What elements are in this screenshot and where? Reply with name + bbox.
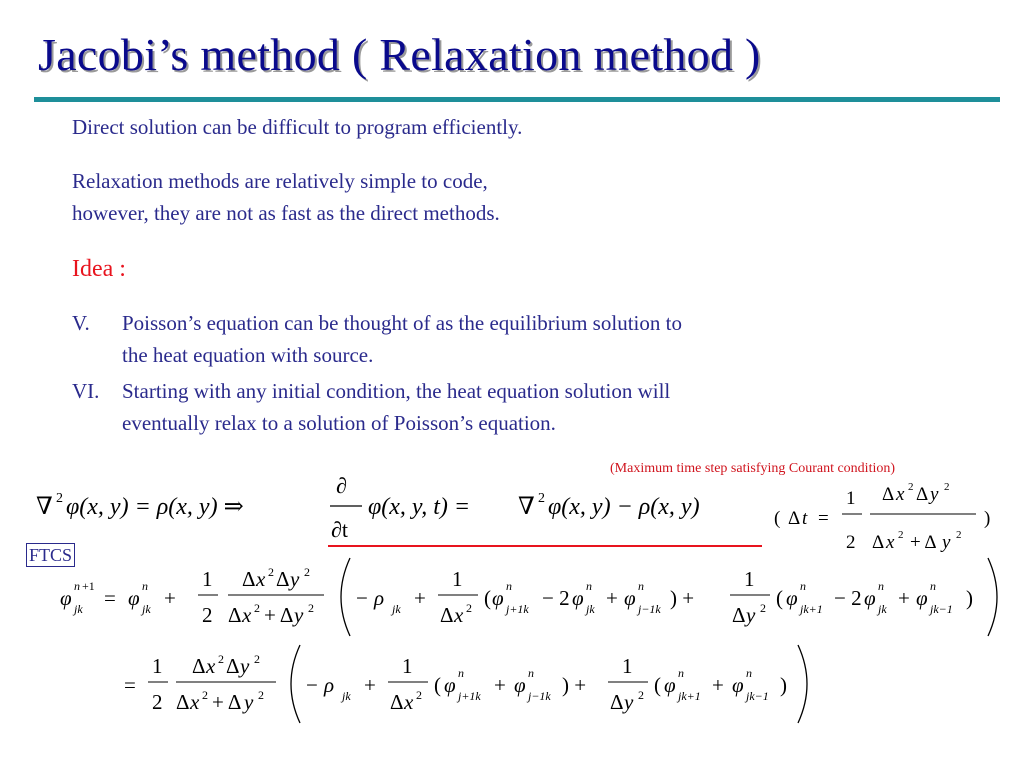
svg-text:y: y	[942, 532, 951, 553]
svg-text:2: 2	[416, 688, 422, 702]
ftcs-update-equation	[60, 558, 997, 636]
svg-text:2: 2	[268, 565, 274, 579]
list-item-line: Poisson’s equation can be thought of as the equilibrium solution to	[122, 311, 682, 335]
svg-text:+: +	[494, 673, 506, 697]
svg-text:∂: ∂	[336, 473, 347, 498]
svg-text:∇: ∇	[518, 494, 535, 520]
svg-text:1: 1	[402, 654, 413, 678]
svg-text:Δ: Δ	[440, 603, 454, 627]
svg-text:jk: jk	[342, 689, 351, 703]
svg-text:− 2: − 2	[542, 586, 570, 610]
svg-text:x: x	[896, 484, 905, 505]
svg-text:2: 2	[538, 491, 545, 506]
svg-text:2: 2	[908, 481, 914, 493]
svg-text:n: n	[506, 579, 512, 593]
svg-text:(: (	[484, 586, 491, 610]
list-item-line: Starting with any initial condition, the heat equation solution will	[122, 379, 671, 403]
list-marker: VI.	[72, 379, 100, 403]
poisson-heat-equation	[36, 473, 700, 542]
svg-text:ρ: ρ	[324, 673, 335, 697]
svg-text:n: n	[74, 579, 80, 593]
svg-text:+1: +1	[82, 579, 95, 593]
svg-text:Δ: Δ	[882, 484, 895, 505]
svg-text:Δ: Δ	[390, 690, 404, 714]
svg-text:φ: φ	[864, 586, 876, 610]
svg-text:x: x	[256, 567, 266, 591]
svg-text:n: n	[638, 579, 644, 593]
svg-text:1: 1	[152, 654, 163, 678]
svg-text:Δ: Δ	[916, 484, 929, 505]
svg-text:1: 1	[744, 567, 755, 591]
svg-text:jk: jk	[878, 602, 887, 616]
svg-text:Δ: Δ	[872, 532, 885, 553]
svg-text:x: x	[886, 532, 895, 553]
svg-text:=: =	[104, 586, 116, 610]
svg-text:Δ: Δ	[228, 603, 242, 627]
svg-text:φ(x, y, t) =: φ(x, y, t) =	[368, 494, 471, 520]
svg-text:jk−1: jk−1	[746, 689, 769, 703]
svg-text:j+1k: j+1k	[458, 689, 481, 703]
svg-text:): )	[780, 673, 787, 697]
svg-text:−: −	[356, 586, 368, 610]
slide-title: Jacobi’s method ( Relaxation method )	[38, 29, 761, 80]
svg-text:1: 1	[202, 567, 213, 591]
svg-text:Δ: Δ	[242, 567, 256, 591]
svg-text:1: 1	[452, 567, 463, 591]
svg-text:2: 2	[638, 688, 644, 702]
svg-text:x: x	[454, 603, 464, 627]
svg-text:+: +	[606, 586, 618, 610]
svg-text:φ: φ	[492, 586, 504, 610]
courant-time-step	[774, 481, 990, 553]
svg-text:2: 2	[254, 601, 260, 615]
svg-text:n: n	[878, 579, 884, 593]
svg-text:+: +	[898, 586, 910, 610]
svg-text:Δ: Δ	[732, 603, 746, 627]
svg-text:jk: jk	[392, 602, 401, 616]
svg-text:2: 2	[898, 529, 904, 541]
list-marker: V.	[72, 311, 90, 335]
svg-text:−: −	[306, 673, 318, 697]
list-item-line: eventually relax to a solution of Poisson’s equation.	[122, 411, 556, 435]
svg-text:Δ: Δ	[610, 690, 624, 714]
svg-text:+ Δ: + Δ	[212, 690, 242, 714]
svg-text:jk: jk	[74, 602, 83, 616]
svg-text:y: y	[746, 603, 756, 627]
list-item-line: the heat equation with source.	[122, 343, 374, 367]
svg-text:t: t	[802, 508, 808, 529]
svg-text:+: +	[164, 586, 176, 610]
svg-text:y: y	[930, 484, 939, 505]
svg-text:x: x	[206, 654, 216, 678]
svg-text:) +: ) +	[562, 673, 587, 697]
svg-text:+: +	[364, 673, 376, 697]
svg-text:+: +	[712, 673, 724, 697]
svg-text:+: +	[414, 586, 426, 610]
svg-text:y: y	[244, 690, 254, 714]
svg-text:n: n	[800, 579, 806, 593]
svg-text:(: (	[776, 586, 783, 610]
svg-text:jk+1: jk+1	[800, 602, 823, 616]
svg-text:y: y	[290, 567, 300, 591]
svg-text:∂t: ∂t	[331, 517, 348, 542]
svg-text:jk+1: jk+1	[678, 689, 701, 703]
svg-text:φ: φ	[128, 586, 140, 610]
svg-text:): )	[984, 508, 991, 529]
svg-text:2: 2	[466, 601, 472, 615]
svg-text:n: n	[586, 579, 592, 593]
svg-text:1: 1	[846, 488, 856, 509]
svg-text:φ: φ	[664, 673, 676, 697]
svg-text:Δ: Δ	[276, 567, 290, 591]
svg-text:Δ: Δ	[788, 508, 801, 529]
svg-text:n: n	[678, 666, 684, 680]
svg-text:Δ: Δ	[226, 654, 240, 678]
svg-text:2: 2	[956, 529, 962, 541]
svg-text:Δ: Δ	[192, 654, 206, 678]
svg-text:2: 2	[254, 652, 260, 666]
svg-text:n: n	[458, 666, 464, 680]
paragraph-relaxation-line1: Relaxation methods are relatively simple to code,	[72, 169, 488, 193]
svg-text:ρ: ρ	[374, 586, 385, 610]
svg-text:y: y	[294, 603, 304, 627]
svg-text:2: 2	[944, 481, 950, 493]
svg-text:) +: ) +	[670, 586, 695, 610]
svg-text:x: x	[190, 690, 200, 714]
svg-text:j−1k: j−1k	[638, 602, 661, 616]
svg-text:2: 2	[152, 690, 163, 714]
svg-text:jk: jk	[142, 602, 151, 616]
svg-text:j−1k: j−1k	[528, 689, 551, 703]
svg-text:φ: φ	[60, 586, 72, 610]
svg-text:(: (	[434, 673, 441, 697]
svg-text:∇: ∇	[36, 494, 53, 520]
svg-text:2: 2	[202, 603, 213, 627]
svg-text:=: =	[124, 673, 136, 697]
svg-text:2: 2	[760, 601, 766, 615]
ftcs-label: FTCS	[26, 543, 75, 567]
svg-text:φ(x, y) − ρ(x, y): φ(x, y) − ρ(x, y)	[548, 494, 700, 520]
svg-text:(: (	[774, 508, 781, 529]
svg-text:y: y	[240, 654, 250, 678]
idea-heading: Idea :	[72, 256, 126, 282]
svg-text:φ: φ	[624, 586, 636, 610]
svg-text:y: y	[624, 690, 634, 714]
svg-text:1: 1	[622, 654, 633, 678]
svg-text:2: 2	[202, 688, 208, 702]
svg-text:+ Δ: + Δ	[264, 603, 294, 627]
svg-text:+ Δ: + Δ	[910, 532, 937, 553]
svg-text:φ: φ	[732, 673, 744, 697]
svg-text:n: n	[528, 666, 534, 680]
svg-text:(: (	[654, 673, 661, 697]
paragraph-direct-solution: Direct solution can be difficult to program efficiently.	[72, 115, 523, 139]
jacobi-update-equation	[124, 645, 807, 723]
heat-equation-underline	[328, 545, 762, 547]
svg-text:jk: jk	[586, 602, 595, 616]
svg-text:n: n	[746, 666, 752, 680]
svg-text:2: 2	[218, 652, 224, 666]
svg-text:x: x	[242, 603, 252, 627]
svg-text:2: 2	[846, 532, 856, 553]
svg-text:2: 2	[56, 491, 63, 506]
svg-text:Δ: Δ	[176, 690, 190, 714]
courant-note: (Maximum time step satisfying Courant condition)	[610, 461, 896, 476]
svg-text:2: 2	[308, 601, 314, 615]
svg-text:j+1k: j+1k	[506, 602, 529, 616]
svg-text:jk−1: jk−1	[930, 602, 953, 616]
svg-text:n: n	[142, 579, 148, 593]
svg-text:φ(x, y) = ρ(x, y) ⇒: φ(x, y) = ρ(x, y) ⇒	[66, 494, 244, 520]
paragraph-relaxation-line2: however, they are not as fast as the direct methods.	[72, 201, 500, 225]
svg-text:φ: φ	[514, 673, 526, 697]
svg-text:φ: φ	[786, 586, 798, 610]
svg-text:− 2: − 2	[834, 586, 862, 610]
svg-text:φ: φ	[444, 673, 456, 697]
svg-text:φ: φ	[572, 586, 584, 610]
svg-text:2: 2	[258, 688, 264, 702]
svg-text:x: x	[404, 690, 414, 714]
svg-text:): )	[966, 586, 973, 610]
svg-text:=: =	[818, 508, 829, 529]
svg-text:2: 2	[304, 565, 310, 579]
svg-text:n: n	[930, 579, 936, 593]
svg-text:φ: φ	[916, 586, 928, 610]
